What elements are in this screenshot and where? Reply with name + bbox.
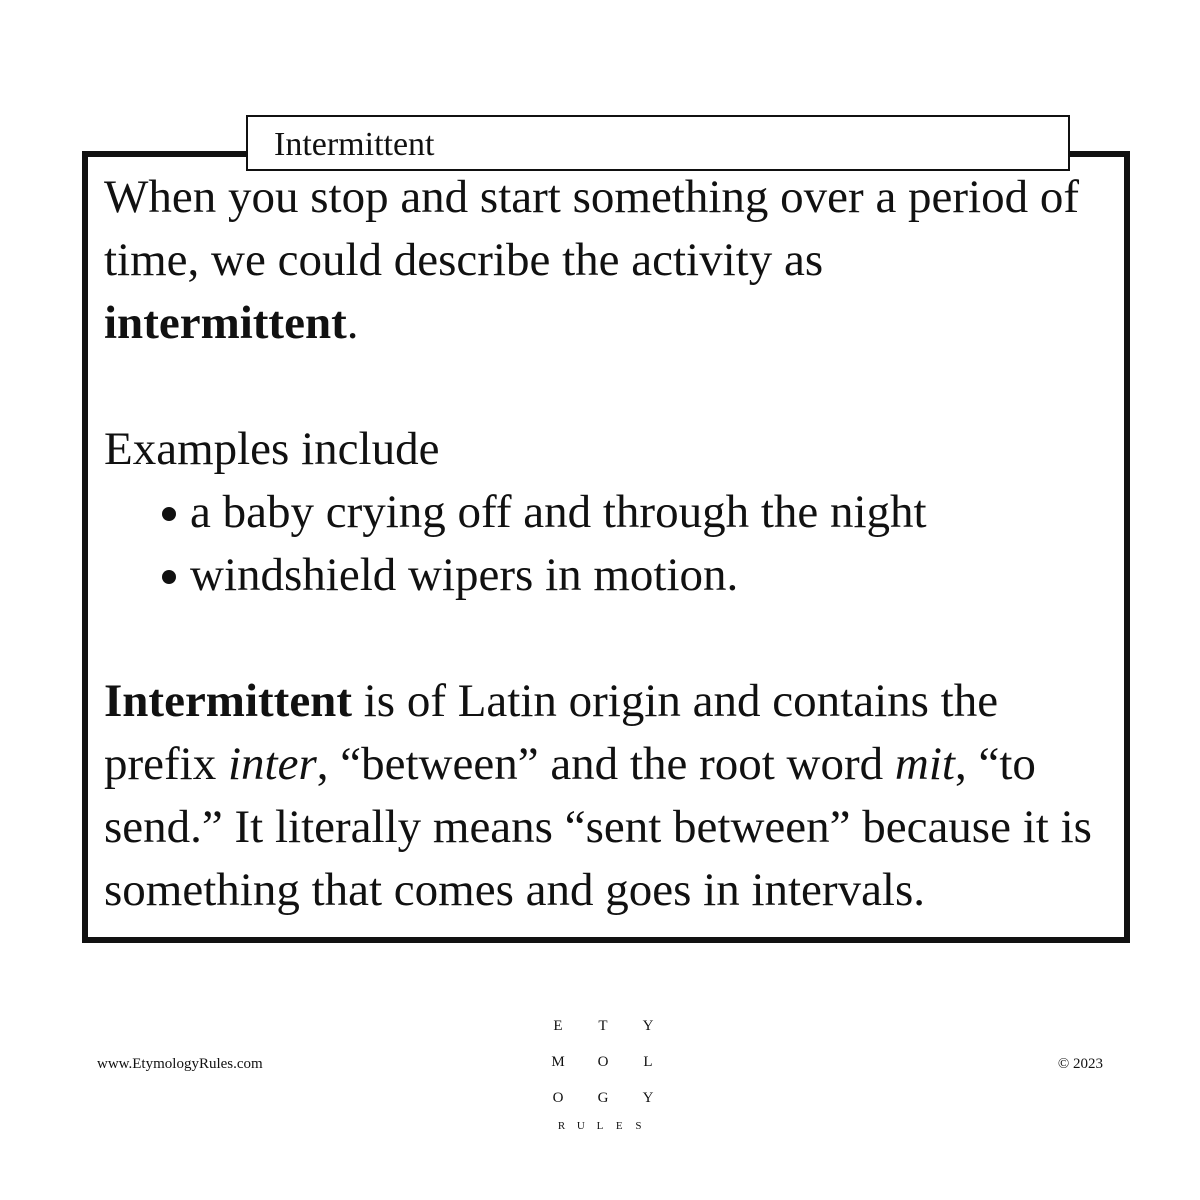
logo-letter: S <box>635 1120 642 1132</box>
examples-list <box>104 481 1104 607</box>
logo-row <box>548 1016 658 1036</box>
logo-letter: Y <box>642 1018 654 1034</box>
etymology-paragraph <box>104 670 1104 922</box>
example-text: a baby crying off and through the night <box>190 486 927 538</box>
bullet-icon <box>162 507 176 521</box>
content-body <box>104 166 1104 922</box>
logo-row <box>548 1088 658 1108</box>
page-title: Intermittent <box>274 126 435 163</box>
examples-intro: Examples include <box>104 423 440 475</box>
list-item <box>160 481 1104 544</box>
title-tab <box>246 115 1070 171</box>
logo-letter: M <box>551 1054 565 1070</box>
etymology-prefix: inter <box>227 738 317 790</box>
logo-letter: L <box>596 1120 604 1132</box>
logo-row <box>552 1116 648 1136</box>
etymology-text: , “to send.” It literally means “sent between” because it is something that comes and goes in intervals. <box>104 738 1092 916</box>
logo-letter: L <box>643 1054 653 1070</box>
definition-text: When you stop and start something over a period of time, we could describe the activity as <box>104 171 1080 286</box>
etymology-root: mit <box>894 738 955 790</box>
etymology-text: is of Latin origin and contains the prefix <box>104 675 999 790</box>
bullet-icon <box>162 570 176 584</box>
logo-letter: U <box>576 1120 585 1132</box>
logo-letter: Y <box>642 1090 654 1106</box>
logo-letter: R <box>557 1120 566 1132</box>
definition-punct: . <box>346 297 359 349</box>
etymology-text: , “between” and the root word <box>316 738 895 790</box>
logo-letter: G <box>597 1090 609 1106</box>
etymology-rules-logo <box>548 1016 658 1136</box>
logo-row <box>548 1052 658 1072</box>
list-item <box>160 544 1104 607</box>
logo-letter: O <box>552 1090 564 1106</box>
logo-letter: O <box>597 1054 609 1070</box>
copyright: © 2023 <box>1057 1056 1103 1072</box>
etymology-term: Intermittent <box>104 675 352 727</box>
logo-letter: E <box>615 1120 623 1132</box>
spacer <box>104 355 1104 418</box>
footer-url: www.EtymologyRules.com <box>97 1056 263 1072</box>
definition-term: intermittent <box>104 297 347 349</box>
logo-letter: E <box>553 1018 563 1034</box>
example-text: windshield wipers in motion. <box>190 549 739 601</box>
definition-paragraph <box>104 166 1104 355</box>
logo-letter: T <box>598 1018 608 1034</box>
spacer <box>104 607 1104 670</box>
